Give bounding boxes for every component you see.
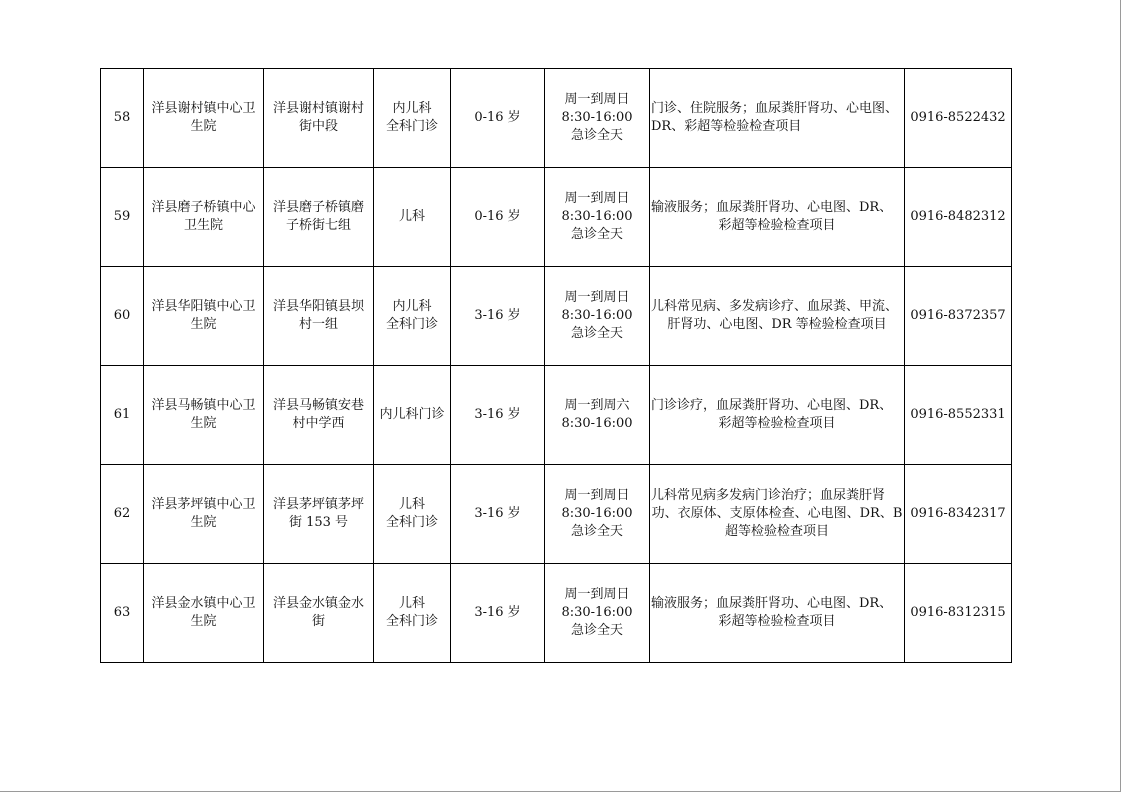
service-items-line1: 门诊诊疗，血尿粪肝肾功、心电图、DR、 <box>651 398 893 413</box>
service-items-line1: 儿科常见病多发病门诊治疗；血尿粪肝肾 <box>651 488 886 503</box>
hospital-address: 洋县金水镇金水 街 <box>264 564 374 663</box>
phone-number: 0916-8312315 <box>905 564 1012 663</box>
age-range: 3-16 岁 <box>451 465 545 564</box>
service-items-rest: DR、彩超等检验检查项目 <box>651 119 802 134</box>
hospital-address: 洋县华阳镇县坝 村一组 <box>264 267 374 366</box>
table-row <box>101 564 1012 663</box>
service-items-rest: 彩超等检验检查项目 <box>718 614 836 629</box>
row-number: 62 <box>101 465 144 564</box>
service-hours: 周一到周六 8:30-16:00 <box>545 366 650 465</box>
department: 儿科 <box>374 168 451 267</box>
hospital-name: 洋县华阳镇中心卫 生院 <box>144 267 264 366</box>
hospital-table <box>100 68 1012 663</box>
service-items <box>650 564 905 663</box>
hospital-name: 洋县茅坪镇中心卫 生院 <box>144 465 264 564</box>
phone-number: 0916-8482312 <box>905 168 1012 267</box>
age-range: 3-16 岁 <box>451 564 545 663</box>
department: 儿科 全科门诊 <box>374 564 451 663</box>
service-items-line1: 儿科常见病、多发病诊疗、血尿粪、甲流、 <box>651 299 899 314</box>
service-items <box>650 267 905 366</box>
phone-number: 0916-8522432 <box>905 69 1012 168</box>
service-items-rest: 肝肾功、心电图、DR 等检验检查项目 <box>667 317 887 332</box>
table-body <box>101 69 1012 663</box>
service-items-line1: 门诊、住院服务；血尿粪肝肾功、心电图、 <box>651 101 899 116</box>
department: 内儿科门诊 <box>374 366 451 465</box>
table-row <box>101 366 1012 465</box>
service-items-line1: 输液服务；血尿粪肝肾功、心电图、DR、 <box>651 596 893 611</box>
row-number: 63 <box>101 564 144 663</box>
service-hours: 周一到周日 8:30-16:00 急诊全天 <box>545 69 650 168</box>
service-items-line1: 输液服务；血尿粪肝肾功、心电图、DR、 <box>651 200 893 215</box>
row-number: 59 <box>101 168 144 267</box>
row-number: 58 <box>101 69 144 168</box>
age-range: 3-16 岁 <box>451 267 545 366</box>
phone-number: 0916-8552331 <box>905 366 1012 465</box>
hospital-name: 洋县谢村镇中心卫 生院 <box>144 69 264 168</box>
table-row <box>101 267 1012 366</box>
hospital-address: 洋县马畅镇安巷 村中学西 <box>264 366 374 465</box>
department: 内儿科 全科门诊 <box>374 267 451 366</box>
hospital-name: 洋县金水镇中心卫 生院 <box>144 564 264 663</box>
table-row <box>101 69 1012 168</box>
service-items <box>650 69 905 168</box>
hospital-name: 洋县磨子桥镇中心 卫生院 <box>144 168 264 267</box>
service-items <box>650 465 905 564</box>
phone-number: 0916-8372357 <box>905 267 1012 366</box>
service-hours: 周一到周日 8:30-16:00 急诊全天 <box>545 267 650 366</box>
table-row <box>101 465 1012 564</box>
age-range: 3-16 岁 <box>451 366 545 465</box>
service-hours: 周一到周日 8:30-16:00 急诊全天 <box>545 465 650 564</box>
row-number: 60 <box>101 267 144 366</box>
service-items-rest: 彩超等检验检查项目 <box>718 218 836 233</box>
hospital-address: 洋县茅坪镇茅坪 街 153 号 <box>264 465 374 564</box>
table-row <box>101 168 1012 267</box>
department: 儿科 全科门诊 <box>374 465 451 564</box>
age-range: 0-16 岁 <box>451 69 545 168</box>
row-number: 61 <box>101 366 144 465</box>
hospital-name: 洋县马畅镇中心卫 生院 <box>144 366 264 465</box>
hospital-address: 洋县谢村镇谢村 街中段 <box>264 69 374 168</box>
service-items-rest: 彩超等检验检查项目 <box>718 416 836 431</box>
service-items <box>650 168 905 267</box>
service-hours: 周一到周日 8:30-16:00 急诊全天 <box>545 168 650 267</box>
service-items-rest: 功、衣原体、支原体检查、心电图、DR、B 超等检验检查项目 <box>651 506 903 539</box>
service-hours: 周一到周日 8:30-16:00 急诊全天 <box>545 564 650 663</box>
phone-number: 0916-8342317 <box>905 465 1012 564</box>
department: 内儿科 全科门诊 <box>374 69 451 168</box>
age-range: 0-16 岁 <box>451 168 545 267</box>
service-items <box>650 366 905 465</box>
hospital-address: 洋县磨子桥镇磨 子桥街七组 <box>264 168 374 267</box>
